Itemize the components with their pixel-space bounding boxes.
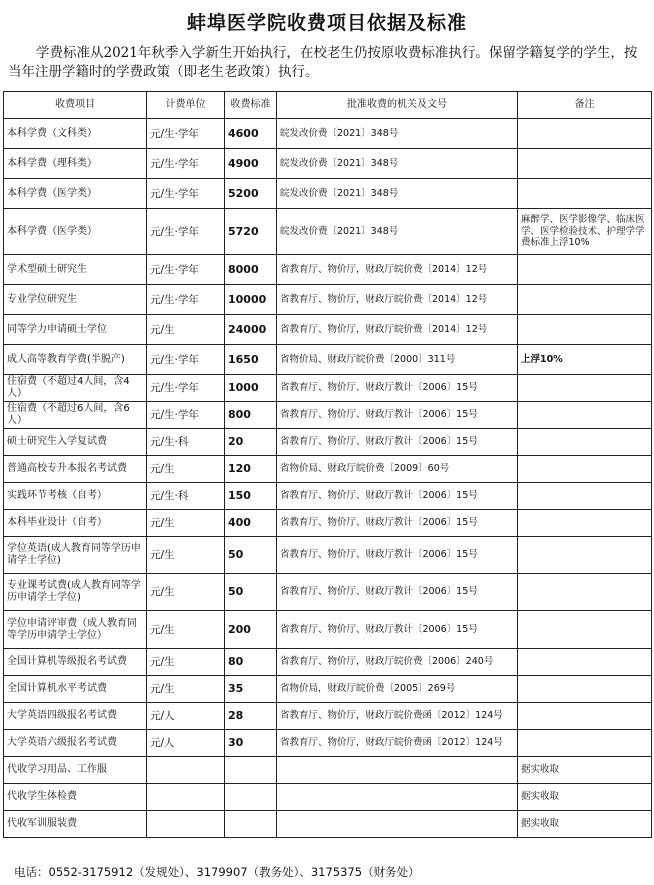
table-row — [4, 510, 652, 537]
authority-cell: 省教育厅、物价厅、财政厅教计〔2006〕15号 — [277, 375, 518, 402]
item-cell: 实践环节考核（自考） — [4, 483, 147, 510]
unit-cell: 元/生 — [147, 676, 225, 703]
authority-cell: 皖发改价费〔2021〕348号 — [277, 179, 518, 209]
amount-cell: 8000 — [225, 255, 277, 285]
table-row — [4, 209, 652, 255]
unit-cell — [147, 784, 225, 811]
authority-cell — [277, 784, 518, 811]
table-row — [4, 285, 652, 315]
authority-cell — [277, 757, 518, 784]
amount-cell: 28 — [225, 703, 277, 730]
amount-cell: 24000 — [225, 315, 277, 345]
item-cell: 专业学位研究生 — [4, 285, 147, 315]
fee-table-body — [4, 119, 652, 838]
item-cell: 硕士研究生入学复试费 — [4, 429, 147, 456]
authority-cell: 皖发改价费〔2021〕348号 — [277, 119, 518, 149]
item-cell: 普通高校专升本报名考试费 — [4, 456, 147, 483]
amount-cell — [225, 811, 277, 838]
table-row — [4, 179, 652, 209]
amount-cell: 10000 — [225, 285, 277, 315]
amount-cell — [225, 784, 277, 811]
authority-cell: 省教育厅、物价厅、财政厅教计〔2006〕15号 — [277, 510, 518, 537]
item-cell: 大学英语四级报名考试费 — [4, 703, 147, 730]
table-row — [4, 375, 652, 402]
authority-cell: 省物价局、财政厅皖价费〔2000〕311号 — [277, 345, 518, 375]
unit-cell: 元/生 — [147, 537, 225, 574]
amount-cell: 200 — [225, 611, 277, 649]
amount-cell: 35 — [225, 676, 277, 703]
table-row — [4, 611, 652, 649]
table-row — [4, 149, 652, 179]
header-note: 备注 — [518, 92, 652, 119]
header-item: 收费项目 — [4, 92, 147, 119]
header-authority: 批准收费的机关及文号 — [277, 92, 518, 119]
note-cell — [518, 149, 652, 179]
amount-cell: 4600 — [225, 119, 277, 149]
note-cell — [518, 611, 652, 649]
note-cell — [518, 315, 652, 345]
authority-cell: 省教育厅、物价厅，财政厅皖价费〔2014〕12号 — [277, 285, 518, 315]
unit-cell: 元/生·学年 — [147, 375, 225, 402]
amount-cell: 50 — [225, 574, 277, 611]
item-cell: 本科学费（文科类） — [4, 119, 147, 149]
authority-cell: 省教育厅、物价厅、财政厅教计〔2006〕15号 — [277, 611, 518, 649]
table-row — [4, 483, 652, 510]
amount-cell: 4900 — [225, 149, 277, 179]
authority-cell: 省教育厅、物价厅，财政厅皖价费函〔2012〕124号 — [277, 730, 518, 757]
note-cell: 麻醉学、医学影像学、临床医学、医学检验技术、护理学学费标准上浮10% — [518, 209, 652, 255]
unit-cell: 元/生·科 — [147, 429, 225, 456]
unit-cell — [147, 757, 225, 784]
authority-cell: 省教育厅、物价厅、财政厅教计〔2006〕15号 — [277, 483, 518, 510]
item-cell: 全国计算机水平考试费 — [4, 676, 147, 703]
note-cell: 据实收取 — [518, 757, 652, 784]
table-row — [4, 537, 652, 574]
authority-cell: 省教育厅、物价厅、财政厅教计〔2006〕15号 — [277, 429, 518, 456]
unit-cell: 元/人 — [147, 730, 225, 757]
unit-cell: 元/生·科 — [147, 483, 225, 510]
table-row — [4, 255, 652, 285]
unit-cell: 元/生·学年 — [147, 119, 225, 149]
item-cell: 同等学力申请硕士学位 — [4, 315, 147, 345]
amount-cell: 5200 — [225, 179, 277, 209]
note-cell — [518, 119, 652, 149]
table-row — [4, 315, 652, 345]
table-row — [4, 345, 652, 375]
unit-cell: 元/生·学年 — [147, 149, 225, 179]
note-cell — [518, 483, 652, 510]
table-row — [4, 119, 652, 149]
amount-cell: 400 — [225, 510, 277, 537]
unit-cell: 元/生·学年 — [147, 209, 225, 255]
amount-cell: 5720 — [225, 209, 277, 255]
authority-cell: 省教育厅、物价厅、财政厅教计〔2006〕15号 — [277, 402, 518, 429]
amount-cell: 120 — [225, 456, 277, 483]
item-cell: 本科学费（医学类） — [4, 209, 147, 255]
table-row — [4, 574, 652, 611]
amount-cell: 50 — [225, 537, 277, 574]
table-row — [4, 649, 652, 676]
amount-cell: 1000 — [225, 375, 277, 402]
unit-cell: 元/生·学年 — [147, 285, 225, 315]
unit-cell: 元/生·学年 — [147, 179, 225, 209]
unit-cell: 元/生 — [147, 510, 225, 537]
amount-cell: 800 — [225, 402, 277, 429]
amount-cell — [225, 757, 277, 784]
table-row — [4, 811, 652, 838]
fee-table-header — [4, 92, 652, 119]
item-cell: 成人高等教育学费(半脱产) — [4, 345, 147, 375]
note-cell — [518, 703, 652, 730]
item-cell: 学位申请评审费（成人教育同等学历申请学士学位） — [4, 611, 147, 649]
unit-cell: 元/生 — [147, 456, 225, 483]
item-cell: 本科学费（医学类） — [4, 179, 147, 209]
authority-cell — [277, 811, 518, 838]
note-cell: 据实收取 — [518, 811, 652, 838]
item-cell: 本科学费（理科类） — [4, 149, 147, 179]
table-row — [4, 456, 652, 483]
unit-cell: 元/生·学年 — [147, 345, 225, 375]
item-cell: 住宿费（不超过4人间，含4人） — [4, 375, 147, 402]
item-cell: 代收军训服装费 — [4, 811, 147, 838]
item-cell: 学位英语(成人教育同等学历申请学士学位) — [4, 537, 147, 574]
note-cell: 上浮10% — [518, 345, 652, 375]
table-row — [4, 402, 652, 429]
header-unit: 计费单位 — [147, 92, 225, 119]
amount-cell: 150 — [225, 483, 277, 510]
authority-cell: 省物价局，财政厅皖价费〔2005〕269号 — [277, 676, 518, 703]
intro-paragraph: 学费标准从2021年秋季入学新生开始执行，在校老生仍按原收费标准执行。保留学籍复学的学生，按当年注册学籍时的学费政策（即老生老政策）执行。 — [8, 45, 638, 80]
authority-cell: 省教育厅、物价厅，财政厅皖价费〔2014〕12号 — [277, 255, 518, 285]
note-cell — [518, 574, 652, 611]
table-row — [4, 730, 652, 757]
amount-cell: 30 — [225, 730, 277, 757]
note-cell — [518, 649, 652, 676]
table-row — [4, 676, 652, 703]
item-cell: 大学英语六级报名考试费 — [4, 730, 147, 757]
note-cell: 据实收取 — [518, 784, 652, 811]
note-cell — [518, 456, 652, 483]
unit-cell: 元/生·学年 — [147, 255, 225, 285]
authority-cell: 省教育厅、物价厅，财政厅皖价费〔2014〕12号 — [277, 315, 518, 345]
note-cell — [518, 537, 652, 574]
unit-cell: 元/生 — [147, 574, 225, 611]
item-cell: 住宿费（不超过6人间，含6人） — [4, 402, 147, 429]
contact-footer: 电话：0552-3175912（发规处）、3179907（教务处）、3175375（财务处） — [14, 865, 420, 879]
note-cell — [518, 510, 652, 537]
authority-cell: 皖发改价费〔2021〕348号 — [277, 149, 518, 179]
authority-cell: 省物价局、财政厅皖价费〔2009〕60号 — [277, 456, 518, 483]
header-amount: 收费标准 — [225, 92, 277, 119]
authority-cell: 省教育厅、物价厅、财政厅教计〔2006〕15号 — [277, 537, 518, 574]
authority-cell: 省教育厅、物价厅，财政厅皖价费〔2006〕240号 — [277, 649, 518, 676]
amount-cell: 20 — [225, 429, 277, 456]
authority-cell: 皖发改价费〔2021〕348号 — [277, 209, 518, 255]
authority-cell: 省教育厅、物价厅，财政厅皖价费函〔2012〕124号 — [277, 703, 518, 730]
note-cell — [518, 285, 652, 315]
unit-cell — [147, 811, 225, 838]
note-cell — [518, 375, 652, 402]
amount-cell: 1650 — [225, 345, 277, 375]
amount-cell: 80 — [225, 649, 277, 676]
note-cell — [518, 676, 652, 703]
page-title: 蚌埠医学院收费项目依据及标准 — [186, 12, 467, 34]
table-row — [4, 429, 652, 456]
item-cell: 代收学习用品、工作服 — [4, 757, 147, 784]
note-cell — [518, 179, 652, 209]
item-cell: 全国计算机等级报名考试费 — [4, 649, 147, 676]
note-cell — [518, 255, 652, 285]
table-row — [4, 703, 652, 730]
unit-cell: 元/生 — [147, 649, 225, 676]
note-cell — [518, 402, 652, 429]
unit-cell: 元/生 — [147, 611, 225, 649]
unit-cell: 元/生 — [147, 315, 225, 345]
note-cell — [518, 730, 652, 757]
table-row — [4, 757, 652, 784]
unit-cell: 元/生·学年 — [147, 402, 225, 429]
item-cell: 学术型硕士研究生 — [4, 255, 147, 285]
fee-table — [3, 91, 652, 838]
note-cell — [518, 429, 652, 456]
item-cell: 代收学生体检费 — [4, 784, 147, 811]
authority-cell: 省教育厅、物价厅、财政厅教计〔2006〕15号 — [277, 574, 518, 611]
item-cell: 专业课考试费(成人教育同等学历申请学士学位) — [4, 574, 147, 611]
item-cell: 本科毕业设计（自考） — [4, 510, 147, 537]
unit-cell: 元/人 — [147, 703, 225, 730]
table-row — [4, 784, 652, 811]
